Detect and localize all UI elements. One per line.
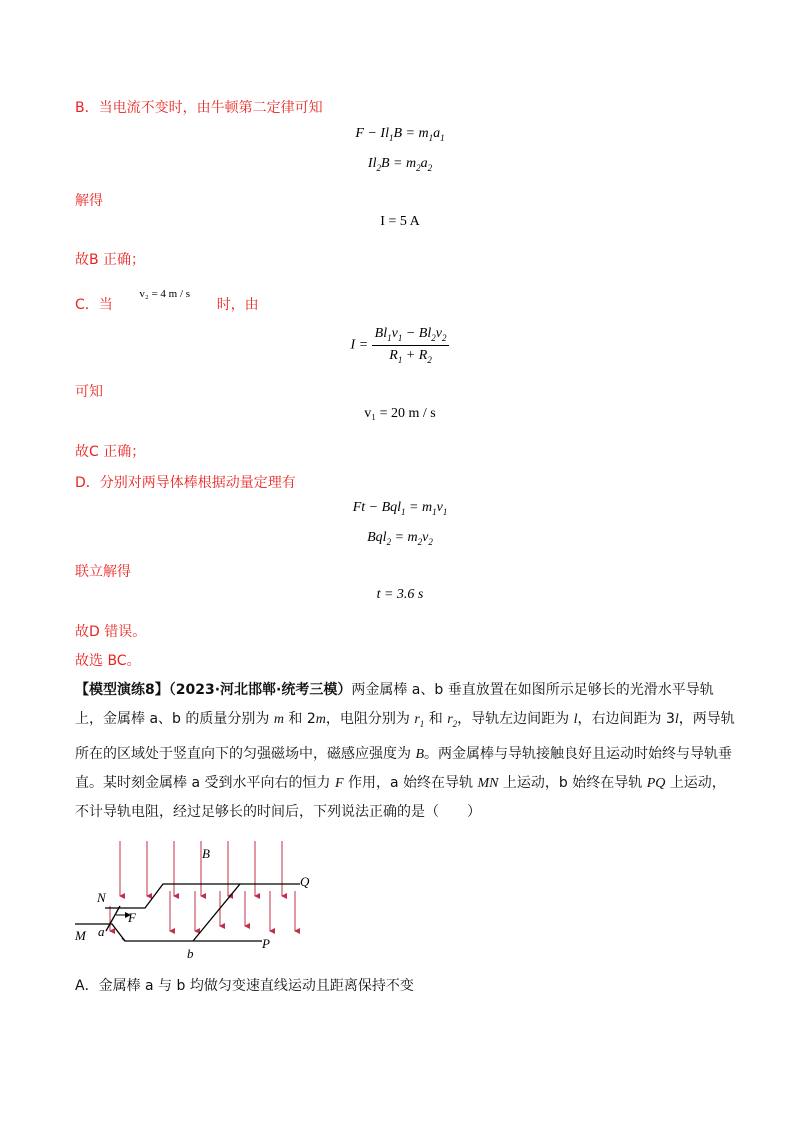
- equation-v2-condition: v₂ = 4 m / s: [139, 288, 191, 300]
- solution-c-know: 可知: [75, 384, 103, 400]
- solution-d-wrong: 故D 错误。: [75, 624, 147, 640]
- equation-momentum-a: $Ft - Bql_1 = m_1v_1$: [352, 500, 448, 517]
- solution-c-intro: [75, 288, 259, 314]
- rod-a: [106, 906, 120, 931]
- problem-tag: 【模型演练8】: [75, 682, 169, 698]
- label-b-rod: b: [187, 946, 194, 961]
- label-a: a: [98, 924, 105, 939]
- solution-solve-1: 解得: [75, 193, 103, 209]
- label-q: Q: [300, 874, 310, 889]
- solution-answer: 故选 BC。: [75, 653, 141, 669]
- label-n: N: [97, 890, 106, 905]
- label-p: P: [262, 936, 270, 951]
- solution-c-intro-post: 时，由: [216, 297, 259, 313]
- label-b-field: B: [202, 846, 210, 861]
- equation-current-value: I = 5 A: [380, 214, 420, 229]
- problem-statement: 【模型演练8】（2023·河北邯郸·统考三模）两金属棒 a、b 垂直放置在如图所示足够长的光滑水平导轨上，金属棒 a、b 的质量分别为 m 和 2m，电阻分别为 $r_1$ 和 $r_2$，导轨左边间距为 l，右边间距为 3l，两导轨所在的区域处于竖直向下的匀强磁场中，磁感应强度为 B。两金属棒与导轨接触良好且运动时始终与导轨垂直。某时刻金属棒 a 受到水平向右的恒力 F 作用，a 始终在导轨 MN 上运动，b 始终在导轨 PQ 上运动，不计导轨电阻，经过足够长的时间后，下列说法正确的是（ ）: [75, 682, 735, 820]
- rod-b: [193, 884, 240, 941]
- equation-momentum-b: $Bql_2 = m_2v_2$: [367, 530, 433, 547]
- label-m: M: [75, 928, 86, 943]
- solution-b-correct: 故B 正确；: [75, 252, 146, 268]
- label-f: F: [128, 910, 136, 925]
- rail-upper: [105, 884, 300, 908]
- equation-v1-value: v₁ = 20 m / s: [364, 406, 436, 421]
- solution-c-intro-pre: C．当: [75, 297, 113, 313]
- option-a[interactable]: A．金属棒 a 与 b 均做匀变速直线运动且距离保持不变: [75, 978, 414, 994]
- solution-d-intro: D．分别对两导体棒根据动量定理有: [75, 475, 296, 491]
- solution-solve-2: 联立解得: [75, 564, 131, 580]
- rails: [75, 884, 300, 941]
- equation-newton-b: $Il_2B = m_2a_2$: [367, 156, 433, 173]
- problem-source: （2023·河北邯郸·统考三模）: [168, 682, 352, 698]
- equation-newton-a: $F - Il_1B = m_1a_1$: [355, 126, 445, 143]
- rail-diagram: [70, 836, 330, 966]
- equation-current-formula: I = $\frac{Bl_1v_1 - Bl_2v_2}{R_1 + R_2}$: [0, 326, 800, 365]
- equation-time-value: t = 3.6 s: [376, 587, 424, 602]
- solution-b-intro: B．当电流不变时，由牛顿第二定律可知: [75, 100, 323, 116]
- solution-c-correct: 故C 正确；: [75, 444, 146, 460]
